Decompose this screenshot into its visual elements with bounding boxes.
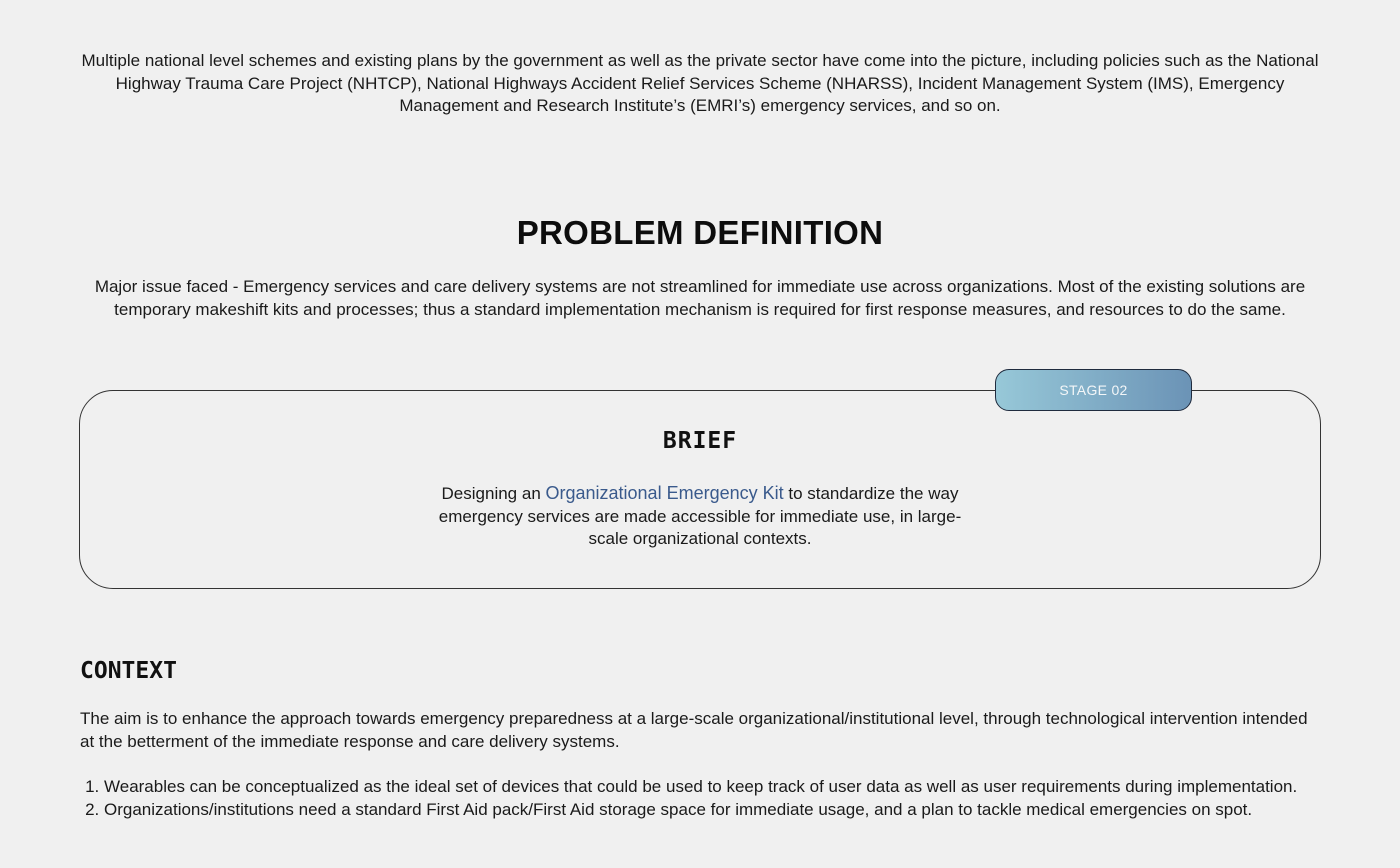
stage-badge (995, 369, 1192, 411)
brief-text-end: to standardize the way emergency services are made accessible for immediate use, in large-scale organizational contexts. (438, 484, 962, 548)
stage-badge-label: STAGE 02 (1059, 382, 1128, 398)
problem-definition-paragraph: Major issue faced - Emergency services and care delivery systems are not streamlined for immediate use across organizations. Most of the existing solutions are temporary makeshift kits and processes; thus a standard implementation mechanism is required for first response measures, and resources to do the same. (94, 277, 1306, 319)
context-list-item: 1. Wearables can be conceptualized as the ideal set of devices that could be used to keep track of user data as well as user requirements during implementation. (104, 776, 1364, 799)
context-paragraph: The aim is to enhance the approach towards emergency preparedness at a large-scale organizational/institutional level, through technological intervention intended at the betterment of the immediate response and care delivery systems. (80, 709, 1308, 751)
problem-definition-heading: PROBLEM DEFINITION (516, 214, 884, 251)
brief-text-start: Designing an (441, 484, 546, 503)
brief-highlight: Organizational Emergency Kit (545, 483, 784, 503)
intro-paragraph: Multiple national level schemes and existing plans by the government as well as the private sector have come into the picture, including policies such as the National Highway Trauma Care Project (NHTCP), National Highways Accident Relief Services Scheme (NHARSS), Incident Management System (IMS), Emergency Management and Research Institute’s (EMRI’s) emergency services, and so on. (81, 51, 1319, 115)
brief-paragraph (430, 482, 970, 551)
context-list (80, 776, 1364, 821)
brief-heading: BRIEF (662, 428, 738, 454)
context-heading: CONTEXT (80, 658, 177, 684)
context-list-item: 2. Organizations/institutions need a standard First Aid pack/First Aid storage space for immediate usage, and a plan to tackle medical emergencies on spot. (104, 799, 1364, 822)
